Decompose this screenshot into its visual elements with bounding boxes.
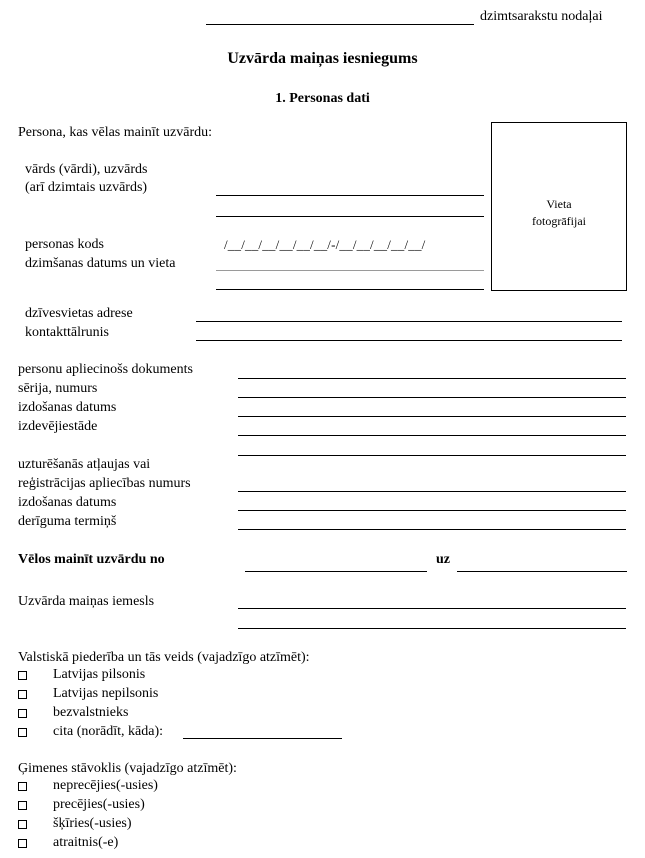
address-label: dzīvesvietas adrese <box>25 306 133 321</box>
id-document-field-line[interactable] <box>238 378 626 379</box>
surname-change-to-label: uz <box>436 552 450 567</box>
names-label-2: (arī dzimtais uzvārds) <box>25 180 148 195</box>
checkbox-unmarried[interactable] <box>18 782 27 791</box>
marital-option-married: precējies(-usies) <box>53 797 145 812</box>
checkbox-other-citizenship[interactable] <box>18 728 27 737</box>
checkbox-married[interactable] <box>18 801 27 810</box>
series-number-field-line[interactable] <box>238 397 626 398</box>
checkbox-divorced[interactable] <box>18 820 27 829</box>
person-intro: Persona, kas vēlas mainīt uzvārdu: <box>18 125 213 140</box>
checkbox-latvian-noncitizen[interactable] <box>18 690 27 699</box>
marital-heading: Ģimenes stāvoklis (vajadzīgo atzīmēt): <box>18 761 237 776</box>
checkbox-widowed[interactable] <box>18 839 27 848</box>
citizenship-heading: Valstiskā piederība un tās veids (vajadzīgo atzīmēt): <box>18 650 310 665</box>
issuer-field-line[interactable] <box>238 435 626 436</box>
marital-option-unmarried: neprecējies(-usies) <box>53 778 158 793</box>
personal-code-mask[interactable]: /__/__/__/__/__/__/-/__/__/__/__/__/ <box>224 237 426 252</box>
permit-validity-label: derīguma termiņš <box>18 514 117 529</box>
id-document-label: personu apliecinošs dokuments <box>18 362 193 377</box>
birth-label: dzimšanas datums un vieta <box>25 256 176 271</box>
residence-permit-label-2: reģistrācijas apliecības numurs <box>18 476 191 491</box>
reason-field-line-1[interactable] <box>238 608 626 609</box>
names-field-line-2[interactable] <box>216 216 484 217</box>
permit-issue-date-field-line[interactable] <box>238 510 626 511</box>
citizenship-option-citizen: Latvijas pilsonis <box>53 667 146 682</box>
registry-office-suffix: dzimtsarakstu nodaļai <box>480 9 603 24</box>
address-field-line[interactable] <box>196 321 622 322</box>
issue-date-field-line[interactable] <box>238 416 626 417</box>
photo-label: Vieta fotogrāfijai <box>532 197 586 228</box>
surname-to-field[interactable] <box>457 571 627 572</box>
residence-permit-field-line[interactable] <box>238 491 626 492</box>
citizenship-option-noncitizen: Latvijas nepilsonis <box>53 686 159 701</box>
residence-permit-label-1: uzturēšanās atļaujas vai <box>18 457 151 472</box>
checkbox-latvian-citizen[interactable] <box>18 671 27 680</box>
issue-date-label: izdošanas datums <box>18 400 117 415</box>
marital-option-divorced: šķīries(-usies) <box>53 816 132 831</box>
issuer-field-line-2[interactable] <box>238 455 626 456</box>
marital-option-widowed: atraitnis(-e) <box>53 835 119 850</box>
other-citizenship-field[interactable] <box>183 738 342 739</box>
form-title: Uzvārda maiņas iesniegums <box>227 50 418 67</box>
birth-field-line-2[interactable] <box>216 289 484 290</box>
reason-label: Uzvārda maiņas iemesls <box>18 594 155 609</box>
issuer-label: izdevējiestāde <box>18 419 98 434</box>
permit-issue-date-label: izdošanas datums <box>18 495 117 510</box>
surname-change-from-label: Vēlos mainīt uzvārdu no <box>18 552 165 567</box>
section-title: 1. Personas dati <box>275 91 370 106</box>
personal-code-label: personas kods <box>25 237 104 252</box>
birth-field-line[interactable] <box>216 270 484 271</box>
series-number-label: sērija, numurs <box>18 381 98 396</box>
reason-field-line-2[interactable] <box>238 628 626 629</box>
names-label-1: vārds (vārdi), uzvārds <box>25 162 148 177</box>
permit-validity-field-line[interactable] <box>238 529 626 530</box>
citizenship-option-other: cita (norādīt, kāda): <box>53 724 164 739</box>
phone-field-line[interactable] <box>196 340 622 341</box>
names-field-line-1[interactable] <box>216 195 484 196</box>
surname-from-field[interactable] <box>245 571 427 572</box>
registry-office-blank[interactable] <box>206 24 474 25</box>
phone-label: kontakttālrunis <box>25 325 109 340</box>
checkbox-stateless[interactable] <box>18 709 27 718</box>
citizenship-option-stateless: bezvalstnieks <box>53 705 129 720</box>
